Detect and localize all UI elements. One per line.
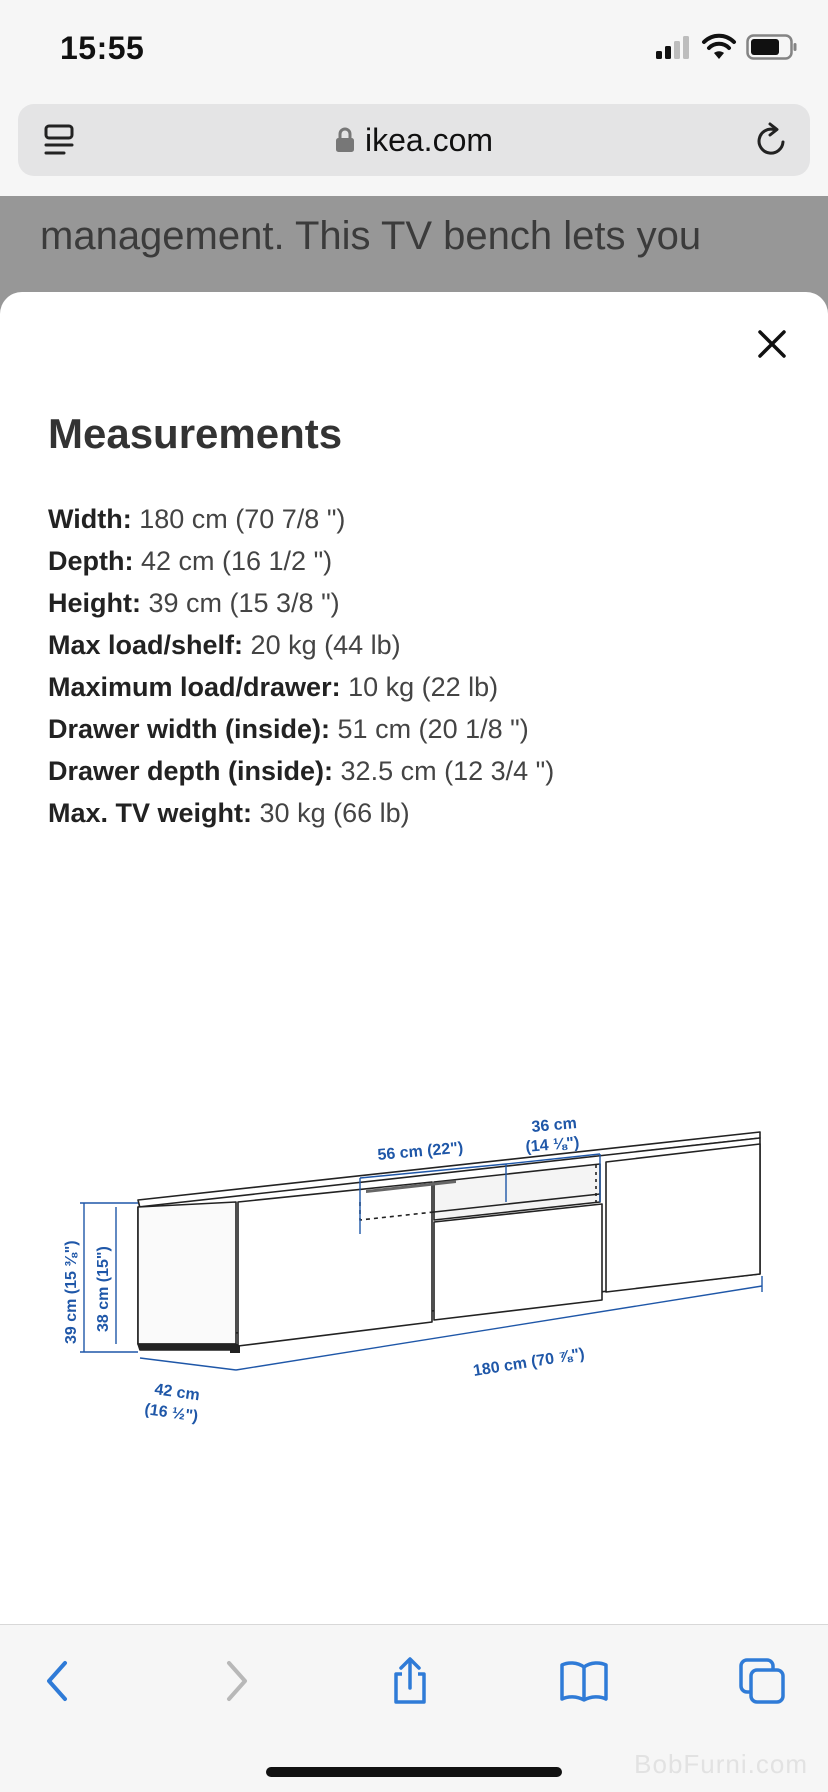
- bench-left-door: [238, 1182, 432, 1346]
- spec-label: Height:: [48, 588, 141, 618]
- spec-value: 30 kg (66 lb): [252, 798, 410, 828]
- watermark: BobFurni.com: [634, 1749, 808, 1779]
- spec-value: 32.5 cm (12 3/4 "): [333, 756, 555, 786]
- tv-bench-drawing: [138, 1132, 760, 1353]
- dim-label-180: 180 cm (70 ⅞"): [471, 1345, 586, 1380]
- spec-label: Max. TV weight:: [48, 798, 253, 828]
- bench-left-side: [138, 1202, 236, 1344]
- dim-label-36-b: (14 ⅛"): [524, 1134, 580, 1156]
- close-button[interactable]: [750, 322, 794, 366]
- bench-plinth: [138, 1344, 236, 1350]
- spec-value: 10 kg (22 lb): [340, 672, 499, 702]
- bench-right-door: [606, 1144, 760, 1292]
- measurements-sheet: [0, 292, 828, 1624]
- forward-button[interactable]: [206, 1653, 266, 1709]
- dim-label-42-b: (16 ½"): [143, 1401, 200, 1426]
- spec-value: 180 cm (70 7/8 "): [131, 504, 346, 534]
- background-page-text: management. This TV bench lets you: [40, 214, 702, 258]
- tv-bench-dimension-diagram: [50, 1052, 780, 1426]
- spec-label: Drawer width (inside):: [48, 714, 331, 744]
- address-bar[interactable]: [18, 104, 810, 176]
- dim-label-36-a: 36 cm: [530, 1115, 578, 1136]
- dim-label-42-a: 42 cm: [153, 1381, 201, 1405]
- lock-icon: [335, 127, 355, 153]
- close-icon: [757, 329, 787, 359]
- spec-row-depth: [48, 540, 554, 582]
- bench-drawer: [434, 1204, 602, 1320]
- tabs-icon: [738, 1657, 786, 1705]
- share-icon: [388, 1656, 432, 1706]
- spec-row-max-tv-weight: [48, 792, 554, 834]
- spec-row-max-load-drawer: [48, 666, 554, 708]
- url-text: ikea.com: [364, 121, 494, 158]
- forward-chevron-icon: [221, 1659, 251, 1703]
- battery-icon: [746, 34, 798, 60]
- spec-value: 39 cm (15 3/8 "): [140, 588, 340, 618]
- spec-label: Drawer depth (inside):: [48, 756, 334, 786]
- spec-row-max-load-shelf: [48, 624, 554, 666]
- spec-row-drawer-width: [48, 708, 554, 750]
- spec-list: [48, 498, 554, 834]
- url-display[interactable]: [18, 104, 810, 176]
- dim-label-38: 38 cm (15"): [95, 1246, 112, 1332]
- bookmarks-button[interactable]: [554, 1653, 614, 1709]
- spec-label: Width:: [48, 504, 132, 534]
- wifi-icon: [702, 34, 736, 60]
- back-chevron-icon: [43, 1659, 73, 1703]
- sheet-title: Measurements: [48, 410, 343, 457]
- status-icons: [654, 34, 798, 60]
- status-bar: [0, 0, 828, 100]
- spec-label: Depth:: [48, 546, 134, 576]
- tabs-button[interactable]: [732, 1653, 792, 1709]
- spec-label: Maximum load/drawer:: [48, 672, 341, 702]
- cellular-signal-icon: [654, 35, 692, 59]
- status-time: 15:55: [60, 30, 145, 66]
- dim-line-42: [140, 1358, 236, 1370]
- spec-label: Max load/shelf:: [48, 630, 244, 660]
- spec-row-drawer-depth: [48, 750, 554, 792]
- home-indicator: [266, 1767, 562, 1777]
- spec-row-height: [48, 582, 554, 624]
- spec-value: 51 cm (20 1/8 "): [330, 714, 529, 744]
- share-button[interactable]: [380, 1653, 440, 1709]
- dim-label-56: 56 cm (22"): [376, 1139, 464, 1164]
- back-button[interactable]: [28, 1653, 88, 1709]
- bookmarks-book-icon: [559, 1659, 609, 1703]
- browser-toolbar: [0, 1624, 828, 1792]
- spec-value: 42 cm (16 1/2 "): [133, 546, 333, 576]
- dim-label-39: 39 cm (15 ⅜"): [63, 1240, 80, 1344]
- reload-icon[interactable]: [752, 120, 790, 165]
- spec-row-width: [48, 498, 554, 540]
- spec-value: 20 kg (44 lb): [243, 630, 401, 660]
